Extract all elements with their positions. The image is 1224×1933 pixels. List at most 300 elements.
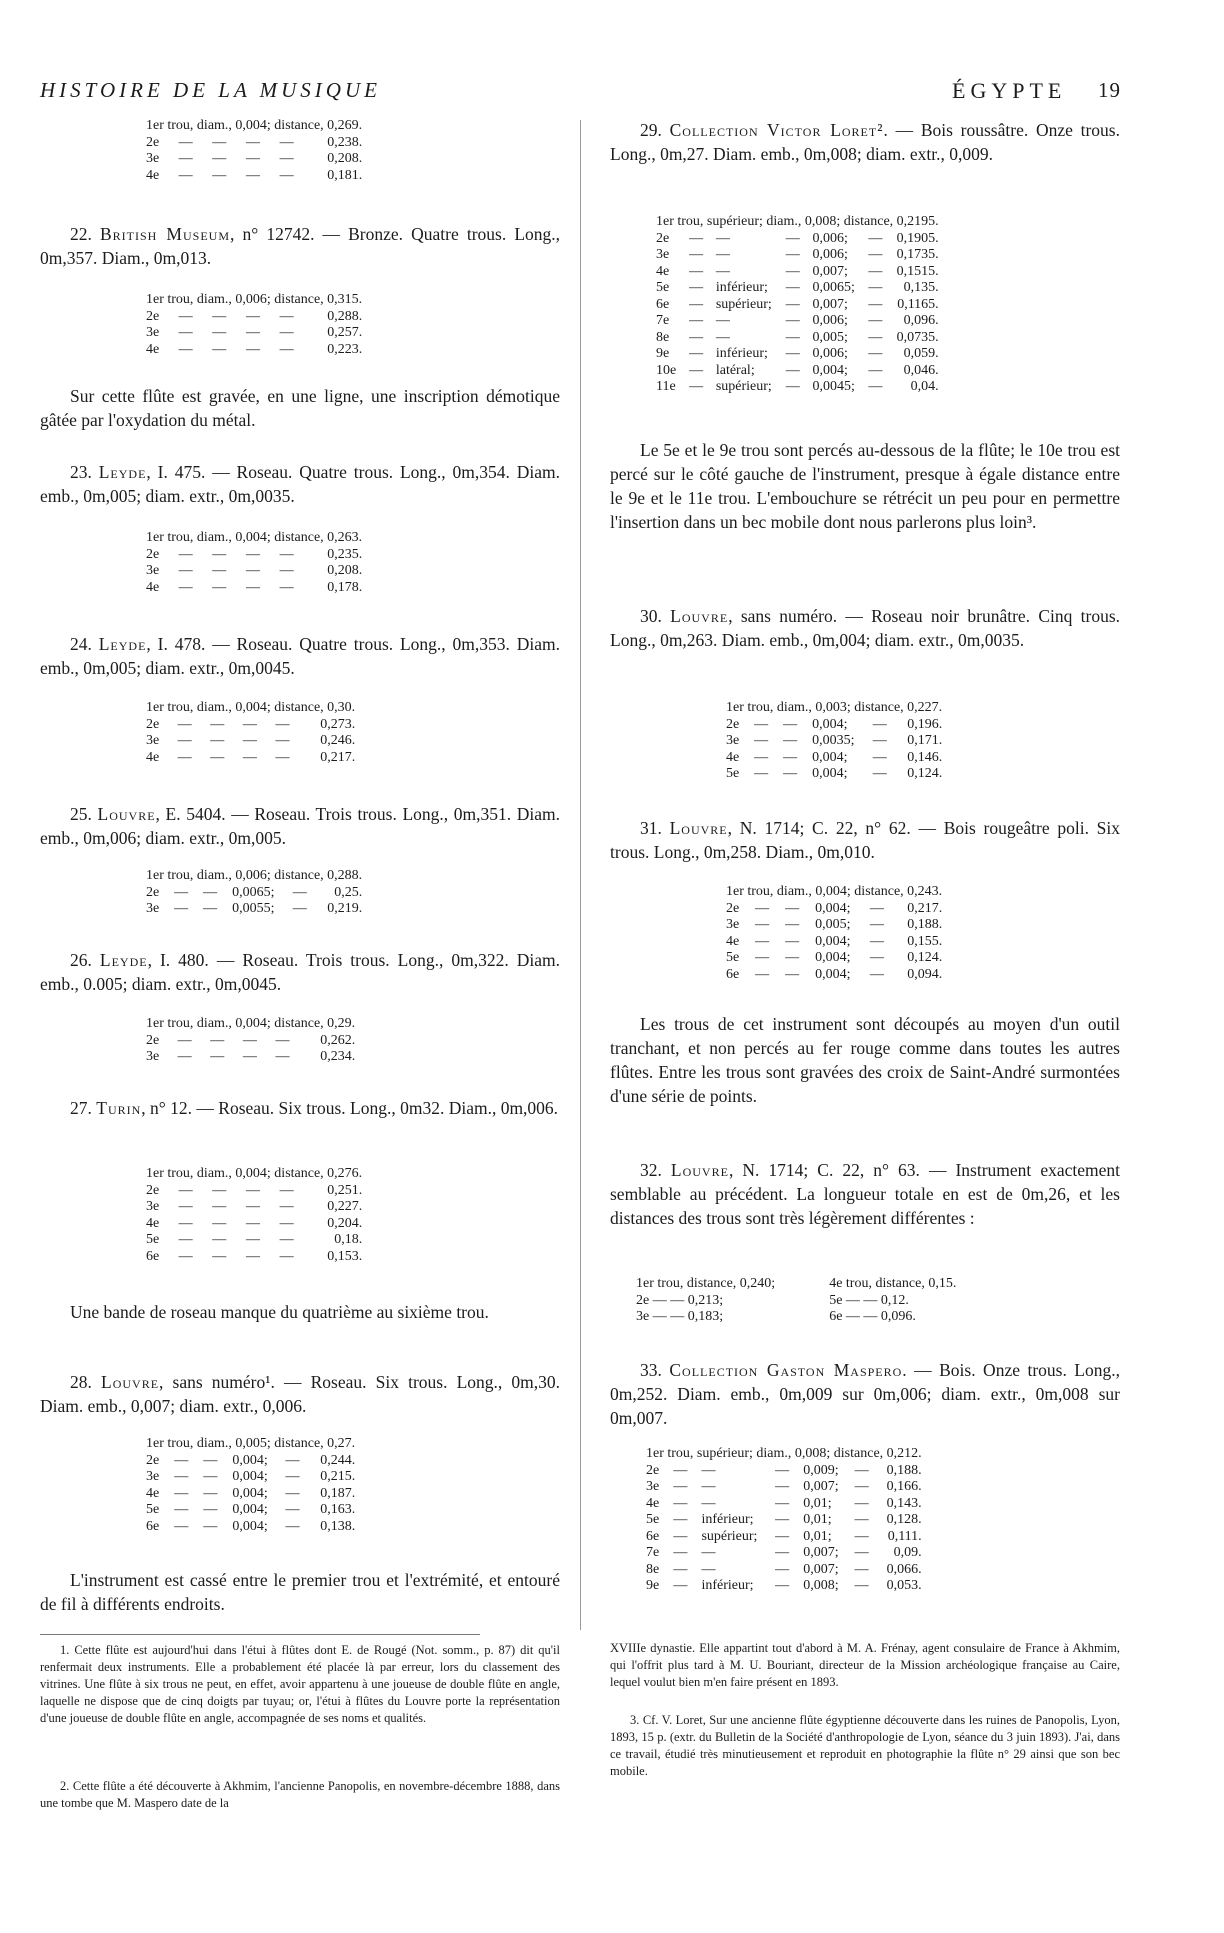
entry-description: , n° 12742. — Bronze. Quatre trous. Long., 0m,357. Diam., 0m,013. — [40, 224, 561, 268]
table-cell: inférieur; — [701, 1512, 754, 1527]
table-cell: 0,1735. — [896, 247, 939, 262]
table-cell: — — [174, 884, 189, 900]
table-cell: — — [212, 579, 227, 595]
table-cell: 0,223. — [327, 341, 363, 357]
collection-name: Louvre — [670, 1160, 729, 1180]
table-cell: 0,004; — [232, 1485, 268, 1501]
entry-27 — [40, 1096, 560, 1120]
table-cell: — — [872, 733, 887, 748]
table-row — [140, 733, 361, 750]
entry-description: . — Bois roussâtre. Onze trous. Long., 0m,27. Diam. emb., 0m,008; diam. extr., 0,009. — [610, 120, 1120, 164]
table-cell: 0,004; — [232, 1502, 268, 1517]
table-cell: — — [754, 749, 769, 765]
table-cell: — — [245, 325, 260, 340]
table-row — [720, 950, 948, 967]
table-cell: — — [279, 134, 294, 150]
table-cell: 0,005; — [812, 329, 848, 345]
table-cell: — — [785, 296, 800, 312]
table-cell: 3e — [146, 325, 160, 340]
table-cell: — — [279, 1182, 294, 1198]
table-cell: 0,053. — [886, 1578, 922, 1593]
table-cell: — — [715, 263, 730, 279]
table-cell: 5e — [726, 950, 740, 965]
entry-23 — [40, 460, 560, 508]
table-cell: 0,273. — [320, 716, 356, 732]
table-row — [140, 1519, 361, 1536]
table-cell: 3e — [146, 1199, 160, 1214]
entry-29 — [610, 118, 1120, 166]
table-cell: — — [673, 1462, 688, 1478]
table-cell: — — [854, 1495, 869, 1511]
entry-24 — [40, 632, 560, 680]
table-cell: 0,005; — [815, 917, 851, 932]
table-row — [140, 750, 361, 767]
footnote-rule — [40, 1634, 480, 1635]
table-cell: — — [689, 296, 704, 312]
table-row — [640, 1562, 928, 1579]
table-cell: — — [279, 341, 294, 357]
table-cell: — — [203, 1452, 218, 1468]
table-cell: 0,004; — [815, 933, 851, 949]
table-cell: — — [275, 716, 290, 732]
table-cell: inférieur; — [715, 346, 768, 361]
entry-number: 25. — [70, 804, 92, 824]
table-cell: 4e — [656, 263, 670, 279]
table-row — [140, 1166, 368, 1183]
table-cell: — — [203, 901, 218, 916]
entry-description: , n° 12. — Roseau. Six trous. Long., 0m32. Diam., 0m,006. — [141, 1098, 559, 1118]
table-cell: 0,004; — [815, 950, 851, 965]
table-cell: 0,215. — [320, 1469, 356, 1484]
table-cell: — — [755, 933, 770, 949]
table-cell: 2e — [646, 1462, 660, 1478]
table-cell: 1er trou, diam., 0,004; distance, 0,29. — [146, 1016, 356, 1031]
table-cell: 3e — [146, 563, 160, 578]
table-cell: — — [775, 1512, 790, 1527]
table-cell: — — [242, 1049, 257, 1064]
table-cell: — — [689, 313, 704, 328]
table-row — [140, 292, 368, 309]
table-cell: 1er trou, supérieur; diam., 0,008; distance, 0,2195. — [656, 214, 939, 229]
entry-description: , I. 475. — Roseau. Quatre trous. Long., 0m,354. Diam. emb., 0m,005; diam. extr., 0m,0035. — [40, 462, 561, 506]
table-cell: — — [279, 1215, 294, 1231]
entry-note: Une bande de roseau manque du quatrième au sixième trou. — [70, 1302, 489, 1322]
table-row — [140, 1016, 361, 1033]
table-cell: — — [775, 1545, 790, 1560]
table-cell: — — [292, 901, 307, 916]
table-cell: 0,004; — [812, 362, 848, 378]
table-cell: — — [279, 579, 294, 595]
table-cell: — — [178, 167, 193, 183]
table-cell: — — [868, 247, 883, 262]
entry-number: 30. — [640, 606, 662, 626]
table-cell: 8e — [646, 1561, 660, 1577]
table-row — [140, 168, 368, 185]
table-cell: — — [715, 247, 730, 262]
table-cell: 0,196. — [907, 716, 943, 732]
table-cell: — — [868, 263, 883, 279]
table-cell: 0,244. — [320, 1452, 356, 1468]
column-rule — [580, 120, 581, 1630]
table-cell: 1er trou, diam., 0,003; distance, 0,227. — [726, 700, 943, 715]
table-cell: supérieur; — [701, 1528, 758, 1544]
table-cell: 2e — [146, 1032, 160, 1048]
table-cell: — — [689, 230, 704, 246]
table-cell: — — [854, 1479, 869, 1494]
table-cell: — — [775, 1495, 790, 1511]
table-cell: — — [701, 1462, 716, 1478]
table-cell: — — [212, 546, 227, 562]
table-cell: — — [242, 1032, 257, 1048]
table-cell: 0,187. — [320, 1485, 356, 1501]
table-cell: — — [673, 1479, 688, 1494]
table-cell: 7e — [656, 313, 670, 328]
table-cell: — — [178, 341, 193, 357]
table-cell: 1er trou, diam., 0,006; distance, 0,315. — [146, 292, 363, 307]
entry-description: , I. 480. — Roseau. Trois trous. Long., 0m,322. Diam. emb., 0.005; diam. extr., 0m,0045. — [40, 950, 560, 994]
table-cell: 5e — [646, 1512, 660, 1527]
entry-description: , sans numéro. — Roseau noir brunâtre. Cinq trous. Long., 0m,263. Diam. emb., 0m,004; diam. extr., 0m,0035. — [610, 606, 1121, 650]
table-cell: — — [755, 917, 770, 932]
entry-number: 22. — [70, 224, 92, 244]
table-cell: — — [245, 579, 260, 595]
table-cell: — — [245, 167, 260, 183]
entry-description: , N. 1714; C. 22, n° 62. — Bois rougeâtre poli. Six trous. Long., 0m,258. Diam., 0m,010. — [610, 818, 1121, 862]
table-cell: — — [203, 884, 218, 900]
table-row — [640, 1446, 928, 1463]
table-cell: 10e — [656, 362, 677, 378]
table-row — [140, 547, 368, 564]
table-row — [640, 1496, 928, 1513]
table-row — [630, 1276, 956, 1293]
table-cell: — — [869, 933, 884, 949]
table-cell: 5e — [656, 280, 670, 295]
table-cell: 0,006; — [812, 313, 848, 328]
table-row — [640, 1545, 928, 1562]
table-cell: — — [178, 563, 193, 578]
table-cell: — — [279, 546, 294, 562]
table-cell: — — [279, 151, 294, 166]
table-row — [720, 901, 948, 918]
table-cell: 0,163. — [320, 1502, 356, 1517]
entry-note: Sur cette flûte est gravée, en une ligne, une inscription démotique gâtée par l'oxydation du métal. — [40, 386, 560, 430]
table-cell: 3e — [146, 733, 160, 748]
table-cell: — — [245, 1199, 260, 1214]
table-cell: — — [673, 1545, 688, 1560]
table-cell: 2e — [146, 716, 160, 732]
table-cell: 0,09. — [893, 1545, 922, 1560]
table-cell: 4e — [146, 579, 160, 595]
table-row — [650, 214, 945, 231]
table-cell: 3e — [146, 1049, 160, 1064]
collection-name: Leyde — [98, 462, 147, 482]
table-row — [650, 379, 945, 396]
entry-31 — [610, 816, 1120, 864]
table-row — [140, 868, 368, 885]
table-cell: — — [174, 1485, 189, 1501]
table-cell: — — [285, 1485, 300, 1501]
table-cell: 0,181. — [327, 167, 363, 183]
table-cell: 0,234. — [320, 1049, 356, 1064]
table-cell: 3e — [656, 247, 670, 262]
section-title: ÉGYPTE — [952, 78, 1067, 103]
table-cell: — — [755, 950, 770, 965]
table-cell: 0,262. — [320, 1032, 356, 1048]
table-cell: 0,135. — [903, 280, 939, 295]
table-cell: 0,004; — [815, 966, 851, 982]
table-cell: — — [279, 1199, 294, 1214]
table-row — [140, 1486, 361, 1503]
table-cell: — — [212, 1248, 227, 1264]
table-cell: 0,04. — [910, 379, 939, 394]
table-cell: 4e — [146, 167, 160, 183]
entry-number: 32. — [640, 1160, 662, 1180]
table-cell: 0,094. — [907, 966, 943, 982]
table-cell: — — [854, 1528, 869, 1544]
table-cell: — — [689, 329, 704, 345]
table-cell: — — [245, 546, 260, 562]
table-cell: — — [754, 766, 769, 781]
table-row — [140, 530, 368, 547]
table-cell: — — [689, 263, 704, 279]
table-cell: 1er trou, diam., 0,004; distance, 0,276. — [146, 1166, 363, 1181]
table-cell: — — [783, 733, 798, 748]
table-cell: 0,004; — [232, 1469, 268, 1484]
measure-table — [140, 1166, 368, 1265]
table-cell: — — [174, 1518, 189, 1534]
table-cell: 6e — [146, 1518, 160, 1534]
table-cell: — — [210, 1049, 225, 1064]
table-cell: — — [673, 1528, 688, 1544]
table-cell: — — [673, 1495, 688, 1511]
table-cell: 0,178. — [327, 579, 363, 595]
table-cell: — — [868, 329, 883, 345]
collection-name: Louvre — [101, 1372, 160, 1392]
table-cell: latéral; — [715, 362, 755, 378]
table-row — [140, 135, 368, 152]
table-cell: 0,0055; — [232, 901, 275, 916]
table-cell: 0,0045; — [812, 379, 855, 394]
table-cell: — — [785, 966, 800, 982]
table-cell: — — [275, 1032, 290, 1048]
table-cell: 1er trou, diam., 0,005; distance, 0,27. — [146, 1436, 356, 1451]
table-cell: — — [754, 733, 769, 748]
table-cell: — — [212, 1182, 227, 1198]
table-cell: — — [785, 280, 800, 295]
page-number: 19 — [1098, 78, 1121, 102]
measure-table — [140, 1016, 361, 1066]
table-cell: 0,007; — [803, 1479, 839, 1494]
table-cell: 2e — [726, 900, 740, 916]
table-cell: 3e — [146, 901, 160, 916]
table-cell: — — [869, 966, 884, 982]
table-cell: — — [178, 1182, 193, 1198]
entry-number: 24. — [70, 634, 92, 654]
table-row — [140, 1033, 361, 1050]
table-row — [640, 1578, 928, 1595]
table-cell: — — [212, 308, 227, 324]
table-cell: 0,124. — [907, 766, 943, 781]
table-row — [140, 1199, 368, 1216]
measure-table — [650, 214, 945, 396]
table-cell: 1er trou, diam., 0,004; distance, 0,30. — [146, 700, 356, 715]
entry-note: Le 5e et le 9e trou sont percés au-dessous de la flûte; le 10e trou est percé sur le côté gauche de l'instrument, presque à égale distance entre le 9e et le 11e trou. L'embouchure se rétrécit un peu pour en permettre l'insertion dans un bec mobile dont nous parlerons plus loin³. — [610, 440, 1120, 532]
table-cell: — — [701, 1479, 716, 1494]
entry-number: 27. — [70, 1098, 92, 1118]
table-cell: — — [783, 749, 798, 765]
table-cell: — — [212, 151, 227, 166]
table-cell: — — [178, 325, 193, 340]
table-cell: 0,208. — [327, 151, 363, 166]
table-cell: 0,124. — [907, 950, 943, 965]
table-cell: — — [785, 313, 800, 328]
table-cell: — — [785, 933, 800, 949]
table-cell: 2e — [656, 230, 670, 246]
table-cell: — — [279, 1248, 294, 1264]
entry-number: 23. — [70, 462, 92, 482]
table-cell: — — [210, 716, 225, 732]
table-cell: 0,008; — [803, 1578, 839, 1593]
table-row — [720, 717, 948, 734]
table-cell: — — [242, 749, 257, 765]
table-row — [140, 1183, 368, 1200]
measure-table — [140, 868, 368, 918]
table-row — [720, 750, 948, 767]
table-row — [140, 901, 368, 918]
table-cell: — — [785, 263, 800, 279]
table-row — [720, 884, 948, 901]
entry-description: , N. 1714; C. 22, n° 63. — Instrument exactement semblable au précédent. La longueur totale en est de 0m,26, et les distances des trous sont très légèrement différentes : — [610, 1160, 1120, 1228]
table-cell: 5e — [146, 1232, 160, 1247]
entry-note: Les trous de cet instrument sont découpés au moyen d'un outil tranchant, et non percés au fer rouge comme dans toutes les autres flûtes. Entre les trous sont gravées des croix de Saint-André surmontées d'une série de points. — [610, 1014, 1120, 1106]
table-cell: 0,204. — [327, 1215, 363, 1231]
table-cell: 4e — [146, 749, 160, 765]
table-cell: 0,25. — [334, 884, 363, 900]
table-cell: — — [775, 1462, 790, 1478]
entry-30 — [610, 604, 1120, 652]
table-cell: — — [715, 313, 730, 328]
table-cell: — — [212, 1215, 227, 1231]
table-cell: 0,143. — [886, 1495, 922, 1511]
table-cell: — — [245, 1248, 260, 1264]
table-cell: — — [775, 1561, 790, 1577]
table-cell: — — [279, 1232, 294, 1247]
collection-name: Louvre — [670, 606, 729, 626]
table-cell: — — [869, 950, 884, 965]
table-cell: 0,009; — [803, 1462, 839, 1478]
table-cell: 0,155. — [907, 933, 943, 949]
table-cell: 0,227. — [327, 1199, 363, 1214]
table-cell: — — [174, 1469, 189, 1484]
table-cell: — — [245, 134, 260, 150]
entry-26 — [40, 948, 560, 996]
table-cell: inférieur; — [701, 1578, 754, 1593]
entry-number: 28. — [70, 1372, 92, 1392]
table-row — [140, 885, 368, 902]
table-cell: — — [178, 1215, 193, 1231]
entry-25 — [40, 802, 560, 850]
table-cell: 3e — [726, 917, 740, 932]
table-cell: 0,217. — [320, 749, 356, 765]
table-cell: inférieur; — [715, 280, 768, 295]
table-cell: — — [285, 1469, 300, 1484]
table-cell: 0,246. — [320, 733, 356, 748]
table-cell: 0,138. — [320, 1518, 356, 1534]
table-cell: — — [775, 1578, 790, 1593]
entry-22 — [40, 222, 560, 270]
table-cell: — — [868, 346, 883, 361]
table-cell: — — [755, 900, 770, 916]
table-cell: 0,235. — [327, 546, 363, 562]
table-cell: 3e — [726, 733, 740, 748]
table-cell: 2e — [726, 716, 740, 732]
collection-name: Collection Victor Loret² — [669, 120, 884, 140]
table-row — [140, 342, 368, 359]
table-cell: — — [275, 1049, 290, 1064]
table-cell: 0,059. — [903, 346, 939, 361]
entry-note: L'instrument est cassé entre le premier trou et l'extrémité, et entouré de fil à différents endroits. — [40, 1570, 560, 1614]
table-cell: — — [872, 749, 887, 765]
table-cell: 11e — [656, 379, 676, 394]
table-cell: 2e — [146, 546, 160, 562]
table-cell: 0,004; — [232, 1452, 268, 1468]
table-row — [140, 1469, 361, 1486]
table-row — [720, 733, 948, 750]
table-row — [630, 1293, 956, 1310]
collection-name: Louvre — [97, 804, 156, 824]
table-cell: — — [245, 1182, 260, 1198]
table-cell: — — [715, 329, 730, 345]
table-cell: — — [178, 134, 193, 150]
entry-description: , sans numéro¹. — Roseau. Six trous. Long., 0m,30. Diam. emb., 0,007; diam. extr., 0,006. — [40, 1372, 560, 1416]
entry-number: 29. — [640, 120, 662, 140]
table-row — [140, 325, 368, 342]
table-cell: 0,006; — [812, 247, 848, 262]
table-cell: 0,007; — [812, 296, 848, 312]
table-row — [640, 1529, 928, 1546]
table-cell: — — [177, 716, 192, 732]
table-cell: — — [174, 901, 189, 916]
measure-table — [140, 700, 361, 766]
table-cell: 2e — [146, 1182, 160, 1198]
table-cell: supérieur; — [715, 296, 772, 312]
table-cell: 0,0735. — [896, 329, 939, 345]
table-cell: — — [854, 1578, 869, 1593]
table-cell: — — [212, 1232, 227, 1247]
footnote-2-continued: XVIIIe dynastie. Elle appartint tout d'abord à M. A. Frénay, agent consulaire de France à Akhmim, qui l'offrit plus tard à M. U. Bouriant, directeur de la Mission archéologique française au Caire, lequel voulut bien m'en faire présent en 1893. — [610, 1641, 1120, 1689]
table-cell: 0,1515. — [896, 263, 939, 279]
table-cell: 1er trou, diam., 0,004; distance, 0,269. — [146, 118, 363, 133]
table-cell: — — [279, 308, 294, 324]
footnote-2: 2. Cette flûte a été découverte à Akhmim, l'ancienne Panopolis, en novembre-décembre 1888, dans une tombe que M. Maspero date de la — [40, 1779, 560, 1810]
table-cell: — — [869, 900, 884, 916]
table-cell: 0,004; — [232, 1518, 268, 1534]
table-cell: — — [178, 1248, 193, 1264]
table-row — [140, 1453, 361, 1470]
table-cell: — — [212, 167, 227, 183]
table-cell: — — [279, 167, 294, 183]
table-row — [140, 1049, 361, 1066]
table-cell: 1er trou, distance, 0,240; — [636, 1276, 776, 1291]
table-row — [640, 1479, 928, 1496]
table-cell: — — [212, 341, 227, 357]
table-cell: 0,01; — [803, 1495, 832, 1511]
table-cell: 0,0035; — [812, 733, 855, 748]
table-cell: — — [868, 280, 883, 295]
table-cell: — — [178, 546, 193, 562]
table-row — [720, 700, 948, 717]
table-cell: 1er trou, diam., 0,004; distance, 0,243. — [726, 884, 943, 899]
